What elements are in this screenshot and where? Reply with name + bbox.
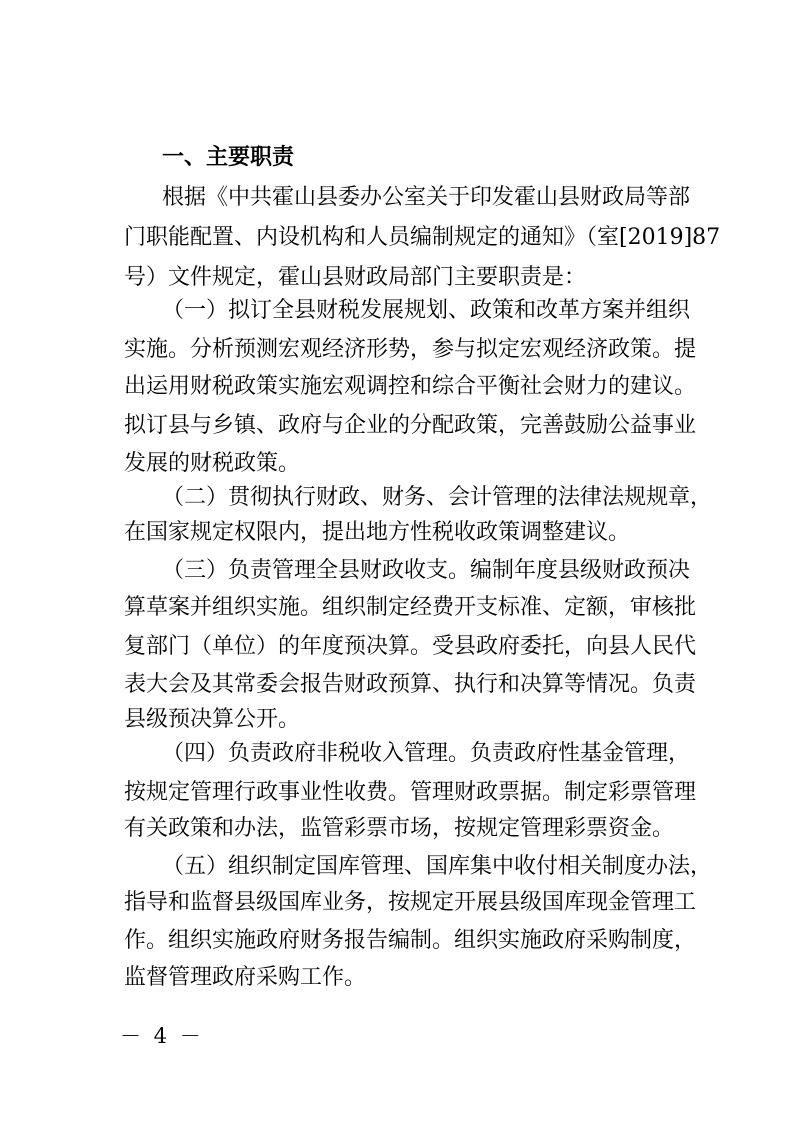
paragraph-line: 拟订县与乡镇、政府与企业的分配政策，完善鼓励公益事业 <box>124 413 697 438</box>
paragraph-line: 门职能配置、内设机构和人员编制规定的通知》（室[2019]87 <box>124 225 721 250</box>
paragraph-line: 有关政策和办法，监管彩票市场，按规定管理彩票资金。 <box>124 816 675 841</box>
paragraph-line: （四）负责政府非税收入管理。负责政府性基金管理， <box>162 741 691 766</box>
paragraph-line: 县级预决算公开。 <box>124 707 301 732</box>
paragraph-line: 算草案并组织实施。组织制定经费开支标准、定额，审核批 <box>124 595 697 620</box>
paragraph-line: 发展的财税政策。 <box>124 451 301 476</box>
paragraph-line: 号）文件规定，霍山县财政局部门主要职责是： <box>124 265 587 290</box>
paragraph-line: 监督管理政府采购工作。 <box>124 965 367 990</box>
paragraph-line: 作。组织实施政府财务报告编制。组织实施政府采购制度， <box>124 928 697 953</box>
paragraph-line: 实施。分析预测宏观经济形势，参与拟定宏观经济政策。提 <box>124 337 697 362</box>
paragraph-line: （五）组织制定国库管理、国库集中收付相关制度办法， <box>162 854 713 879</box>
page-number: － 4 － <box>120 1024 204 1048</box>
paragraph-line: 复部门（单位）的年度预决算。受县政府委托，向县人民代 <box>124 634 697 659</box>
section-heading: 一、主要职责 <box>162 145 295 170</box>
paragraph-line: 指导和监督县级国库业务，按规定开展县级国库现金管理工 <box>124 890 697 915</box>
paragraph-line: 根据《中共霍山县委办公室关于印发霍山县财政局等部 <box>162 185 691 210</box>
paragraph-line: （三）负责管理全县财政收支。编制年度县级财政预决 <box>162 558 691 583</box>
paragraph-line: 出运用财税政策实施宏观调控和综合平衡社会财力的建议。 <box>124 374 697 399</box>
paragraph-line: （一）拟订全县财税发展规划、政策和改革方案并组织 <box>162 298 691 323</box>
paragraph-line: 按规定管理行政事业性收费。管理财政票据。制定彩票管理 <box>124 780 697 805</box>
paragraph-line: （二）贯彻执行财政、财务、会计管理的法律法规规章， <box>162 485 713 510</box>
paragraph-line: 在国家规定权限内，提出地方性税收政策调整建议。 <box>124 520 631 545</box>
paragraph-line: 表大会及其常委会报告财政预算、执行和决算等情况。负责 <box>124 672 697 697</box>
